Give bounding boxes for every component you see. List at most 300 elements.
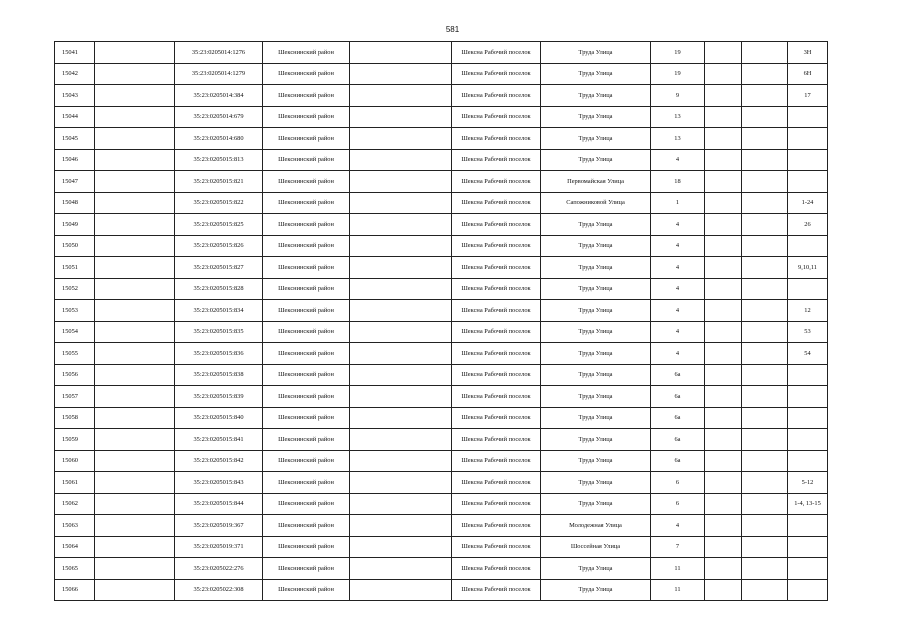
- blank-cell-2: [350, 364, 452, 386]
- table-row: [55, 429, 828, 451]
- district-cell: Шекснинский район: [263, 214, 350, 236]
- district-cell: Шекснинский район: [263, 106, 350, 128]
- building-cell: [705, 450, 742, 472]
- district-cell: Шекснинский район: [263, 321, 350, 343]
- apartment-cell: 26: [788, 214, 828, 236]
- cadastral-number-cell: 35:23:0205014:384: [175, 85, 263, 107]
- apartment-cell: 9,10,11: [788, 257, 828, 279]
- structure-cell: [742, 386, 788, 408]
- row-number-cell: 15052: [55, 278, 95, 300]
- street-cell: Труда Улица: [541, 85, 651, 107]
- apartment-cell: 3Н: [788, 42, 828, 64]
- house-number-cell: 4: [651, 214, 705, 236]
- locality-cell: Шексна Рабочий поселок: [452, 300, 541, 322]
- blank-cell: [95, 192, 175, 214]
- house-number-cell: 6а: [651, 386, 705, 408]
- locality-cell: Шексна Рабочий поселок: [452, 579, 541, 601]
- building-cell: [705, 192, 742, 214]
- table-row: [55, 515, 828, 537]
- blank-cell-2: [350, 192, 452, 214]
- blank-cell: [95, 579, 175, 601]
- blank-cell: [95, 386, 175, 408]
- district-cell: Шекснинский район: [263, 149, 350, 171]
- blank-cell: [95, 429, 175, 451]
- apartment-cell: [788, 386, 828, 408]
- structure-cell: [742, 321, 788, 343]
- blank-cell: [95, 493, 175, 515]
- cadastral-number-cell: 35:23:0205019:367: [175, 515, 263, 537]
- street-cell: Труда Улица: [541, 128, 651, 150]
- blank-cell-2: [350, 278, 452, 300]
- row-number-cell: 15044: [55, 106, 95, 128]
- street-cell: Труда Улица: [541, 300, 651, 322]
- district-cell: Шекснинский район: [263, 171, 350, 193]
- apartment-cell: 5-12: [788, 472, 828, 494]
- house-number-cell: 6: [651, 493, 705, 515]
- cadastral-number-cell: 35:23:0205022:276: [175, 558, 263, 580]
- district-cell: Шекснинский район: [263, 257, 350, 279]
- apartment-cell: 17: [788, 85, 828, 107]
- house-number-cell: 13: [651, 106, 705, 128]
- structure-cell: [742, 235, 788, 257]
- row-number-cell: 15053: [55, 300, 95, 322]
- cadastral-number-cell: 35:23:0205015:840: [175, 407, 263, 429]
- district-cell: Шекснинский район: [263, 235, 350, 257]
- house-number-cell: 19: [651, 42, 705, 64]
- apartment-cell: 1-24: [788, 192, 828, 214]
- blank-cell-2: [350, 257, 452, 279]
- blank-cell: [95, 558, 175, 580]
- house-number-cell: 9: [651, 85, 705, 107]
- row-number-cell: 15050: [55, 235, 95, 257]
- locality-cell: Шексна Рабочий поселок: [452, 472, 541, 494]
- apartment-cell: [788, 149, 828, 171]
- cadastral-number-cell: 35:23:0205015:841: [175, 429, 263, 451]
- house-number-cell: 18: [651, 171, 705, 193]
- street-cell: Труда Улица: [541, 106, 651, 128]
- district-cell: Шекснинский район: [263, 429, 350, 451]
- locality-cell: Шексна Рабочий поселок: [452, 278, 541, 300]
- blank-cell: [95, 515, 175, 537]
- cadastral-number-cell: 35:23:0205014:1279: [175, 63, 263, 85]
- district-cell: Шекснинский район: [263, 42, 350, 64]
- district-cell: Шекснинский район: [263, 558, 350, 580]
- blank-cell: [95, 63, 175, 85]
- street-cell: Труда Улица: [541, 493, 651, 515]
- building-cell: [705, 278, 742, 300]
- locality-cell: Шексна Рабочий поселок: [452, 85, 541, 107]
- apartment-cell: 54: [788, 343, 828, 365]
- cadastral-number-cell: 35:23:0205015:844: [175, 493, 263, 515]
- street-cell: Молодежная Улица: [541, 515, 651, 537]
- blank-cell-2: [350, 106, 452, 128]
- structure-cell: [742, 558, 788, 580]
- blank-cell-2: [350, 558, 452, 580]
- blank-cell-2: [350, 63, 452, 85]
- street-cell: Труда Улица: [541, 63, 651, 85]
- table-row: [55, 364, 828, 386]
- building-cell: [705, 515, 742, 537]
- structure-cell: [742, 214, 788, 236]
- building-cell: [705, 407, 742, 429]
- row-number-cell: 15061: [55, 472, 95, 494]
- street-cell: Труда Улица: [541, 321, 651, 343]
- blank-cell-2: [350, 429, 452, 451]
- cadastral-number-cell: 35:23:0205015:821: [175, 171, 263, 193]
- cadastral-number-cell: 35:23:0205014:1276: [175, 42, 263, 64]
- building-cell: [705, 386, 742, 408]
- apartment-cell: [788, 536, 828, 558]
- street-cell: Труда Улица: [541, 558, 651, 580]
- house-number-cell: 4: [651, 149, 705, 171]
- locality-cell: Шексна Рабочий поселок: [452, 321, 541, 343]
- cadastral-number-cell: 35:23:0205015:836: [175, 343, 263, 365]
- cadastral-number-cell: 35:23:0205022:308: [175, 579, 263, 601]
- district-cell: Шекснинский район: [263, 278, 350, 300]
- table-row: [55, 235, 828, 257]
- district-cell: Шекснинский район: [263, 493, 350, 515]
- district-cell: Шекснинский район: [263, 515, 350, 537]
- street-cell: Труда Улица: [541, 472, 651, 494]
- cadastral-number-cell: 35:23:0205015:828: [175, 278, 263, 300]
- street-cell: Труда Улица: [541, 214, 651, 236]
- district-cell: Шекснинский район: [263, 536, 350, 558]
- blank-cell-2: [350, 536, 452, 558]
- cadastral-number-cell: 35:23:0205015:838: [175, 364, 263, 386]
- building-cell: [705, 214, 742, 236]
- blank-cell: [95, 171, 175, 193]
- street-cell: Труда Улица: [541, 579, 651, 601]
- row-number-cell: 15048: [55, 192, 95, 214]
- blank-cell-2: [350, 493, 452, 515]
- row-number-cell: 15065: [55, 558, 95, 580]
- blank-cell-2: [350, 343, 452, 365]
- structure-cell: [742, 171, 788, 193]
- street-cell: Труда Улица: [541, 407, 651, 429]
- table-row: [55, 278, 828, 300]
- structure-cell: [742, 42, 788, 64]
- apartment-cell: [788, 579, 828, 601]
- apartment-cell: [788, 128, 828, 150]
- table-row: [55, 128, 828, 150]
- blank-cell: [95, 85, 175, 107]
- registry-table: [54, 41, 828, 601]
- apartment-cell: 12: [788, 300, 828, 322]
- row-number-cell: 15060: [55, 450, 95, 472]
- building-cell: [705, 63, 742, 85]
- table-row: [55, 579, 828, 601]
- blank-cell: [95, 321, 175, 343]
- house-number-cell: 4: [651, 300, 705, 322]
- locality-cell: Шексна Рабочий поселок: [452, 214, 541, 236]
- district-cell: Шекснинский район: [263, 472, 350, 494]
- table-row: [55, 257, 828, 279]
- table-row: [55, 42, 828, 64]
- row-number-cell: 15055: [55, 343, 95, 365]
- structure-cell: [742, 63, 788, 85]
- row-number-cell: 15064: [55, 536, 95, 558]
- street-cell: Труда Улица: [541, 235, 651, 257]
- cadastral-number-cell: 35:23:0205015:835: [175, 321, 263, 343]
- apartment-cell: [788, 106, 828, 128]
- row-number-cell: 15051: [55, 257, 95, 279]
- house-number-cell: 11: [651, 558, 705, 580]
- blank-cell: [95, 128, 175, 150]
- district-cell: Шекснинский район: [263, 407, 350, 429]
- structure-cell: [742, 278, 788, 300]
- cadastral-number-cell: 35:23:0205015:842: [175, 450, 263, 472]
- locality-cell: Шексна Рабочий поселок: [452, 63, 541, 85]
- street-cell: Труда Улица: [541, 364, 651, 386]
- blank-cell: [95, 278, 175, 300]
- structure-cell: [742, 257, 788, 279]
- blank-cell: [95, 257, 175, 279]
- street-cell: Труда Улица: [541, 450, 651, 472]
- building-cell: [705, 493, 742, 515]
- building-cell: [705, 579, 742, 601]
- cadastral-number-cell: 35:23:0205015:826: [175, 235, 263, 257]
- house-number-cell: 4: [651, 278, 705, 300]
- structure-cell: [742, 149, 788, 171]
- locality-cell: Шексна Рабочий поселок: [452, 192, 541, 214]
- blank-cell: [95, 364, 175, 386]
- building-cell: [705, 235, 742, 257]
- locality-cell: Шексна Рабочий поселок: [452, 128, 541, 150]
- row-number-cell: 15063: [55, 515, 95, 537]
- blank-cell: [95, 214, 175, 236]
- building-cell: [705, 364, 742, 386]
- cadastral-number-cell: 35:23:0205015:813: [175, 149, 263, 171]
- building-cell: [705, 536, 742, 558]
- district-cell: Шекснинский район: [263, 128, 350, 150]
- house-number-cell: 4: [651, 257, 705, 279]
- district-cell: Шекснинский район: [263, 450, 350, 472]
- apartment-cell: [788, 450, 828, 472]
- blank-cell-2: [350, 171, 452, 193]
- row-number-cell: 15062: [55, 493, 95, 515]
- row-number-cell: 15058: [55, 407, 95, 429]
- street-cell: Труда Улица: [541, 278, 651, 300]
- blank-cell: [95, 106, 175, 128]
- locality-cell: Шексна Рабочий поселок: [452, 42, 541, 64]
- street-cell: Труда Улица: [541, 149, 651, 171]
- locality-cell: Шексна Рабочий поселок: [452, 515, 541, 537]
- house-number-cell: 7: [651, 536, 705, 558]
- blank-cell-2: [350, 149, 452, 171]
- apartment-cell: 53: [788, 321, 828, 343]
- table-row: [55, 343, 828, 365]
- structure-cell: [742, 579, 788, 601]
- table-row: [55, 85, 828, 107]
- table-row: [55, 106, 828, 128]
- structure-cell: [742, 128, 788, 150]
- table-row: [55, 386, 828, 408]
- blank-cell-2: [350, 42, 452, 64]
- house-number-cell: 4: [651, 321, 705, 343]
- house-number-cell: 19: [651, 63, 705, 85]
- structure-cell: [742, 407, 788, 429]
- structure-cell: [742, 429, 788, 451]
- locality-cell: Шексна Рабочий поселок: [452, 407, 541, 429]
- blank-cell-2: [350, 128, 452, 150]
- building-cell: [705, 149, 742, 171]
- street-cell: Шоссейная Улица: [541, 536, 651, 558]
- table-row: [55, 63, 828, 85]
- structure-cell: [742, 106, 788, 128]
- row-number-cell: 15054: [55, 321, 95, 343]
- apartment-cell: [788, 364, 828, 386]
- street-cell: Сапожниковой Улица: [541, 192, 651, 214]
- apartment-cell: [788, 429, 828, 451]
- blank-cell-2: [350, 407, 452, 429]
- apartment-cell: [788, 515, 828, 537]
- structure-cell: [742, 536, 788, 558]
- street-cell: Труда Улица: [541, 343, 651, 365]
- building-cell: [705, 42, 742, 64]
- structure-cell: [742, 300, 788, 322]
- blank-cell-2: [350, 472, 452, 494]
- page-number: 581: [445, 25, 460, 34]
- apartment-cell: 1-4, 13-15: [788, 493, 828, 515]
- building-cell: [705, 558, 742, 580]
- row-number-cell: 15059: [55, 429, 95, 451]
- street-cell: Труда Улица: [541, 257, 651, 279]
- cadastral-number-cell: 35:23:0205015:843: [175, 472, 263, 494]
- blank-cell: [95, 235, 175, 257]
- table-row: [55, 558, 828, 580]
- blank-cell: [95, 149, 175, 171]
- blank-cell-2: [350, 321, 452, 343]
- apartment-cell: [788, 558, 828, 580]
- district-cell: Шекснинский район: [263, 579, 350, 601]
- district-cell: Шекснинский район: [263, 386, 350, 408]
- row-number-cell: 15042: [55, 63, 95, 85]
- house-number-cell: 6а: [651, 407, 705, 429]
- locality-cell: Шексна Рабочий поселок: [452, 149, 541, 171]
- locality-cell: Шексна Рабочий поселок: [452, 106, 541, 128]
- locality-cell: Шексна Рабочий поселок: [452, 257, 541, 279]
- table-row: [55, 149, 828, 171]
- building-cell: [705, 85, 742, 107]
- row-number-cell: 15056: [55, 364, 95, 386]
- building-cell: [705, 300, 742, 322]
- blank-cell: [95, 536, 175, 558]
- district-cell: Шекснинский район: [263, 192, 350, 214]
- locality-cell: Шексна Рабочий поселок: [452, 343, 541, 365]
- cadastral-number-cell: 35:23:0205015:839: [175, 386, 263, 408]
- cadastral-number-cell: 35:23:0205014:680: [175, 128, 263, 150]
- table-row: [55, 472, 828, 494]
- row-number-cell: 15057: [55, 386, 95, 408]
- structure-cell: [742, 343, 788, 365]
- apartment-cell: [788, 407, 828, 429]
- table-row: [55, 321, 828, 343]
- row-number-cell: 15046: [55, 149, 95, 171]
- table-row: [55, 300, 828, 322]
- row-number-cell: 15066: [55, 579, 95, 601]
- cadastral-number-cell: 35:23:0205019:371: [175, 536, 263, 558]
- house-number-cell: 6а: [651, 364, 705, 386]
- structure-cell: [742, 192, 788, 214]
- locality-cell: Шексна Рабочий поселок: [452, 171, 541, 193]
- blank-cell-2: [350, 235, 452, 257]
- structure-cell: [742, 364, 788, 386]
- structure-cell: [742, 515, 788, 537]
- house-number-cell: 6а: [651, 429, 705, 451]
- row-number-cell: 15045: [55, 128, 95, 150]
- street-cell: Труда Улица: [541, 386, 651, 408]
- row-number-cell: 15049: [55, 214, 95, 236]
- building-cell: [705, 321, 742, 343]
- apartment-cell: [788, 235, 828, 257]
- blank-cell: [95, 42, 175, 64]
- house-number-cell: 6: [651, 472, 705, 494]
- locality-cell: Шексна Рабочий поселок: [452, 386, 541, 408]
- building-cell: [705, 343, 742, 365]
- street-cell: Труда Улица: [541, 429, 651, 451]
- blank-cell: [95, 472, 175, 494]
- blank-cell-2: [350, 300, 452, 322]
- blank-cell: [95, 300, 175, 322]
- structure-cell: [742, 450, 788, 472]
- cadastral-number-cell: 35:23:0205014:679: [175, 106, 263, 128]
- building-cell: [705, 171, 742, 193]
- building-cell: [705, 128, 742, 150]
- locality-cell: Шексна Рабочий поселок: [452, 536, 541, 558]
- house-number-cell: 6а: [651, 450, 705, 472]
- house-number-cell: 4: [651, 235, 705, 257]
- locality-cell: Шексна Рабочий поселок: [452, 558, 541, 580]
- row-number-cell: 15047: [55, 171, 95, 193]
- blank-cell: [95, 407, 175, 429]
- blank-cell-2: [350, 579, 452, 601]
- blank-cell-2: [350, 386, 452, 408]
- table-row: [55, 192, 828, 214]
- street-cell: Первомайская Улица: [541, 171, 651, 193]
- apartment-cell: 6Н: [788, 63, 828, 85]
- locality-cell: Шексна Рабочий поселок: [452, 429, 541, 451]
- locality-cell: Шексна Рабочий поселок: [452, 450, 541, 472]
- blank-cell-2: [350, 85, 452, 107]
- row-number-cell: 15041: [55, 42, 95, 64]
- table-row: [55, 536, 828, 558]
- cadastral-number-cell: 35:23:0205015:834: [175, 300, 263, 322]
- cadastral-number-cell: 35:23:0205015:822: [175, 192, 263, 214]
- street-cell: Труда Улица: [541, 42, 651, 64]
- district-cell: Шекснинский район: [263, 85, 350, 107]
- cadastral-number-cell: 35:23:0205015:827: [175, 257, 263, 279]
- table-row: [55, 450, 828, 472]
- locality-cell: Шексна Рабочий поселок: [452, 493, 541, 515]
- district-cell: Шекснинский район: [263, 343, 350, 365]
- house-number-cell: 11: [651, 579, 705, 601]
- table-row: [55, 407, 828, 429]
- table-row: [55, 214, 828, 236]
- house-number-cell: 4: [651, 343, 705, 365]
- cadastral-number-cell: 35:23:0205015:825: [175, 214, 263, 236]
- apartment-cell: [788, 278, 828, 300]
- house-number-cell: 4: [651, 515, 705, 537]
- locality-cell: Шексна Рабочий поселок: [452, 235, 541, 257]
- blank-cell-2: [350, 214, 452, 236]
- blank-cell-2: [350, 450, 452, 472]
- district-cell: Шекснинский район: [263, 63, 350, 85]
- table-row: [55, 171, 828, 193]
- structure-cell: [742, 493, 788, 515]
- district-cell: Шекснинский район: [263, 364, 350, 386]
- house-number-cell: 13: [651, 128, 705, 150]
- building-cell: [705, 106, 742, 128]
